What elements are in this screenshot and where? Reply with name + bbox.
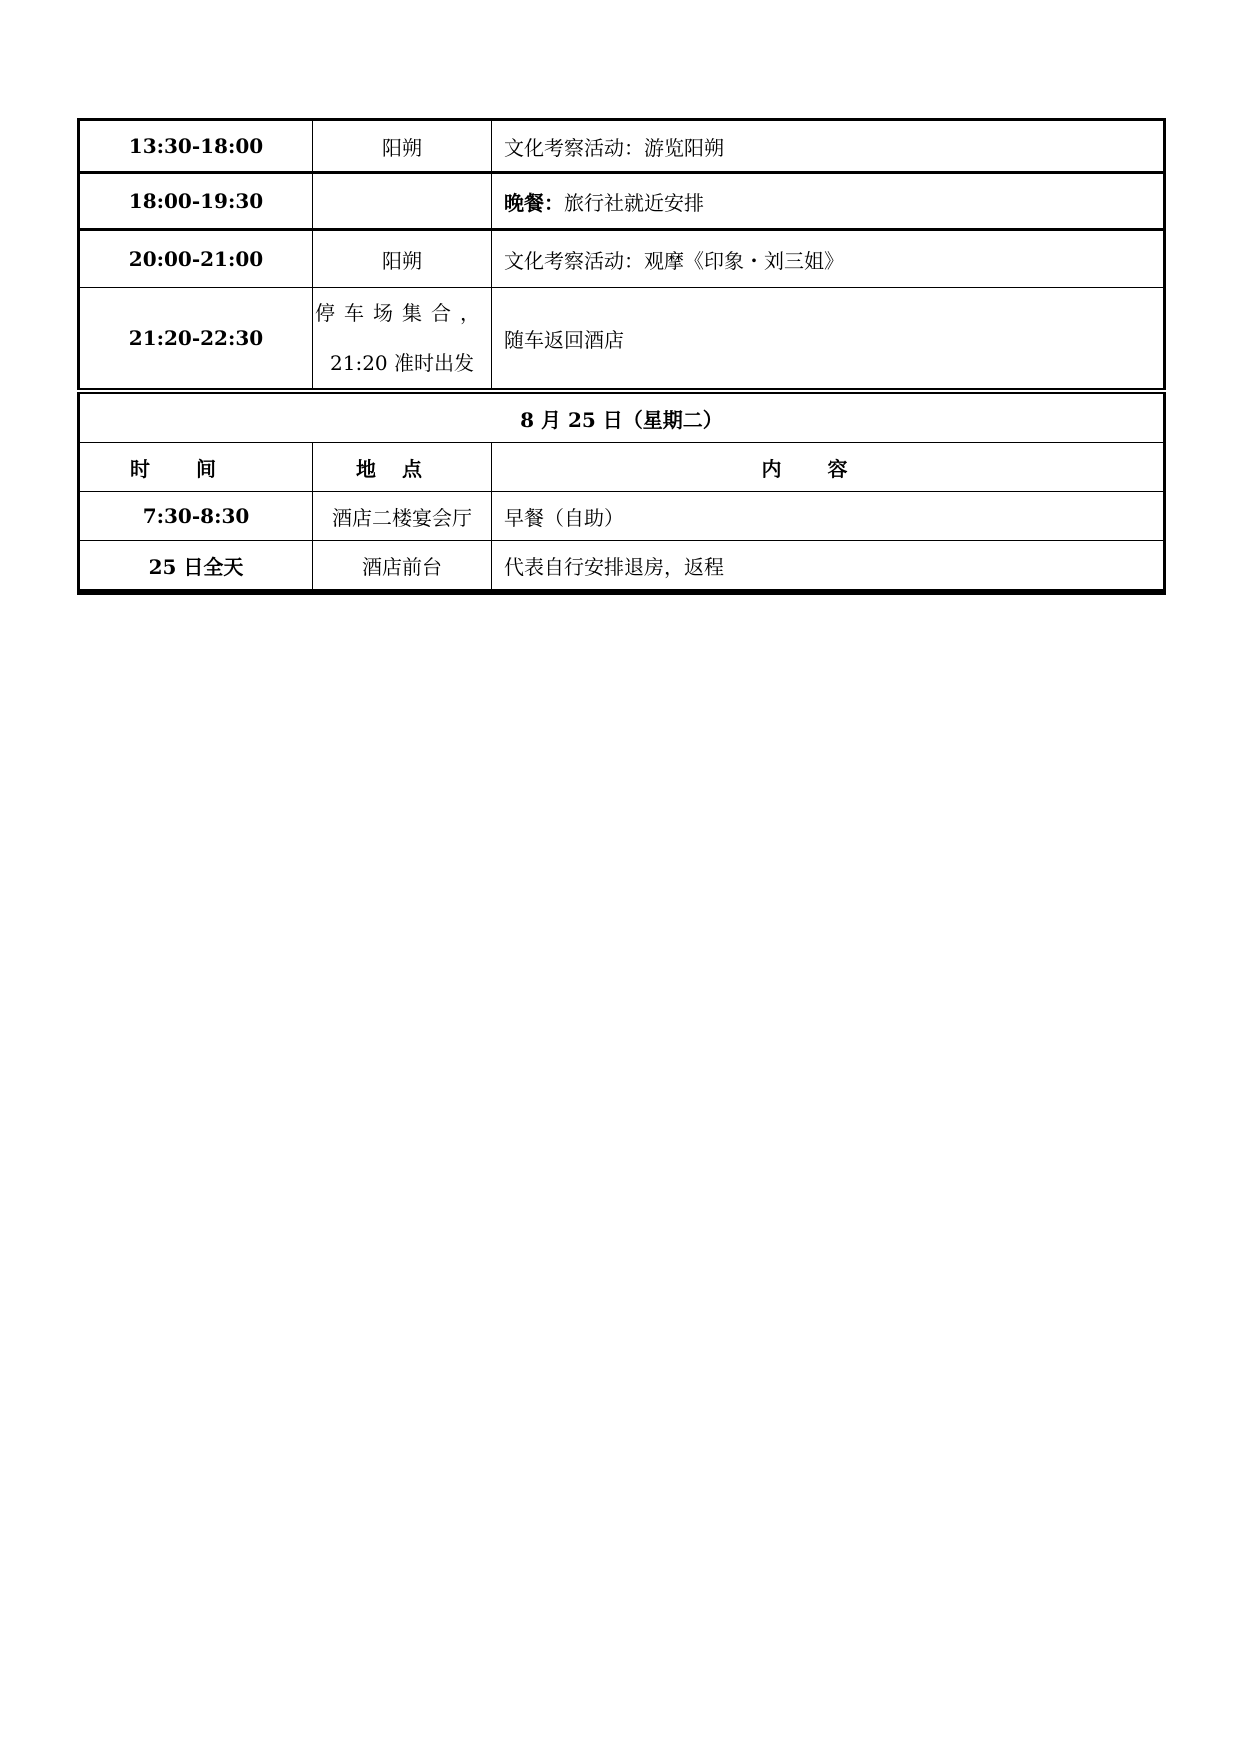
table-row — [79, 230, 1165, 288]
content-cell: 代表自行安排退房，返程 — [492, 541, 1165, 593]
place-cell: 阳朔 — [313, 230, 492, 288]
day-title: 8 月 25 日（星期二） — [79, 391, 1165, 443]
time-cell: 7:30-8:30 — [79, 492, 313, 541]
header-content: 内容 — [492, 443, 1165, 492]
time-cell: 13:30-18:00 — [79, 120, 313, 173]
table-row — [79, 120, 1165, 173]
table-row — [79, 492, 1165, 541]
table-row — [79, 288, 1165, 392]
place-cell — [313, 173, 492, 230]
time-cell: 20:00-21:00 — [79, 230, 313, 288]
schedule-table — [77, 118, 1166, 595]
content-cell: 随车返回酒店 — [492, 288, 1165, 392]
place-cell: 酒店前台 — [313, 541, 492, 593]
day-title-row — [79, 391, 1165, 443]
header-row — [79, 443, 1165, 492]
time-cell: 18:00-19:30 — [79, 173, 313, 230]
content-cell: 文化考察活动：观摩《印象・刘三姐》 — [492, 230, 1165, 288]
time-cell: 25 日全天 — [79, 541, 313, 593]
time-cell: 21:20-22:30 — [79, 288, 313, 392]
content-cell — [492, 173, 1165, 230]
place-line-1: 停车场集合， — [315, 301, 489, 325]
content-label: 晚餐： — [504, 190, 564, 215]
place-cell: 阳朔 — [313, 120, 492, 173]
header-place: 地点 — [313, 443, 492, 492]
place-cell: 酒店二楼宴会厅 — [313, 492, 492, 541]
place-cell — [313, 288, 492, 392]
table-row — [79, 173, 1165, 230]
place-line-2: 21:20 准时出发 — [330, 351, 474, 375]
header-time: 时间 — [79, 443, 313, 492]
content-cell: 早餐（自助） — [492, 492, 1165, 541]
content-cell: 文化考察活动：游览阳朔 — [492, 120, 1165, 173]
content-text: 旅行社就近安排 — [564, 190, 704, 215]
table-row — [79, 541, 1165, 593]
